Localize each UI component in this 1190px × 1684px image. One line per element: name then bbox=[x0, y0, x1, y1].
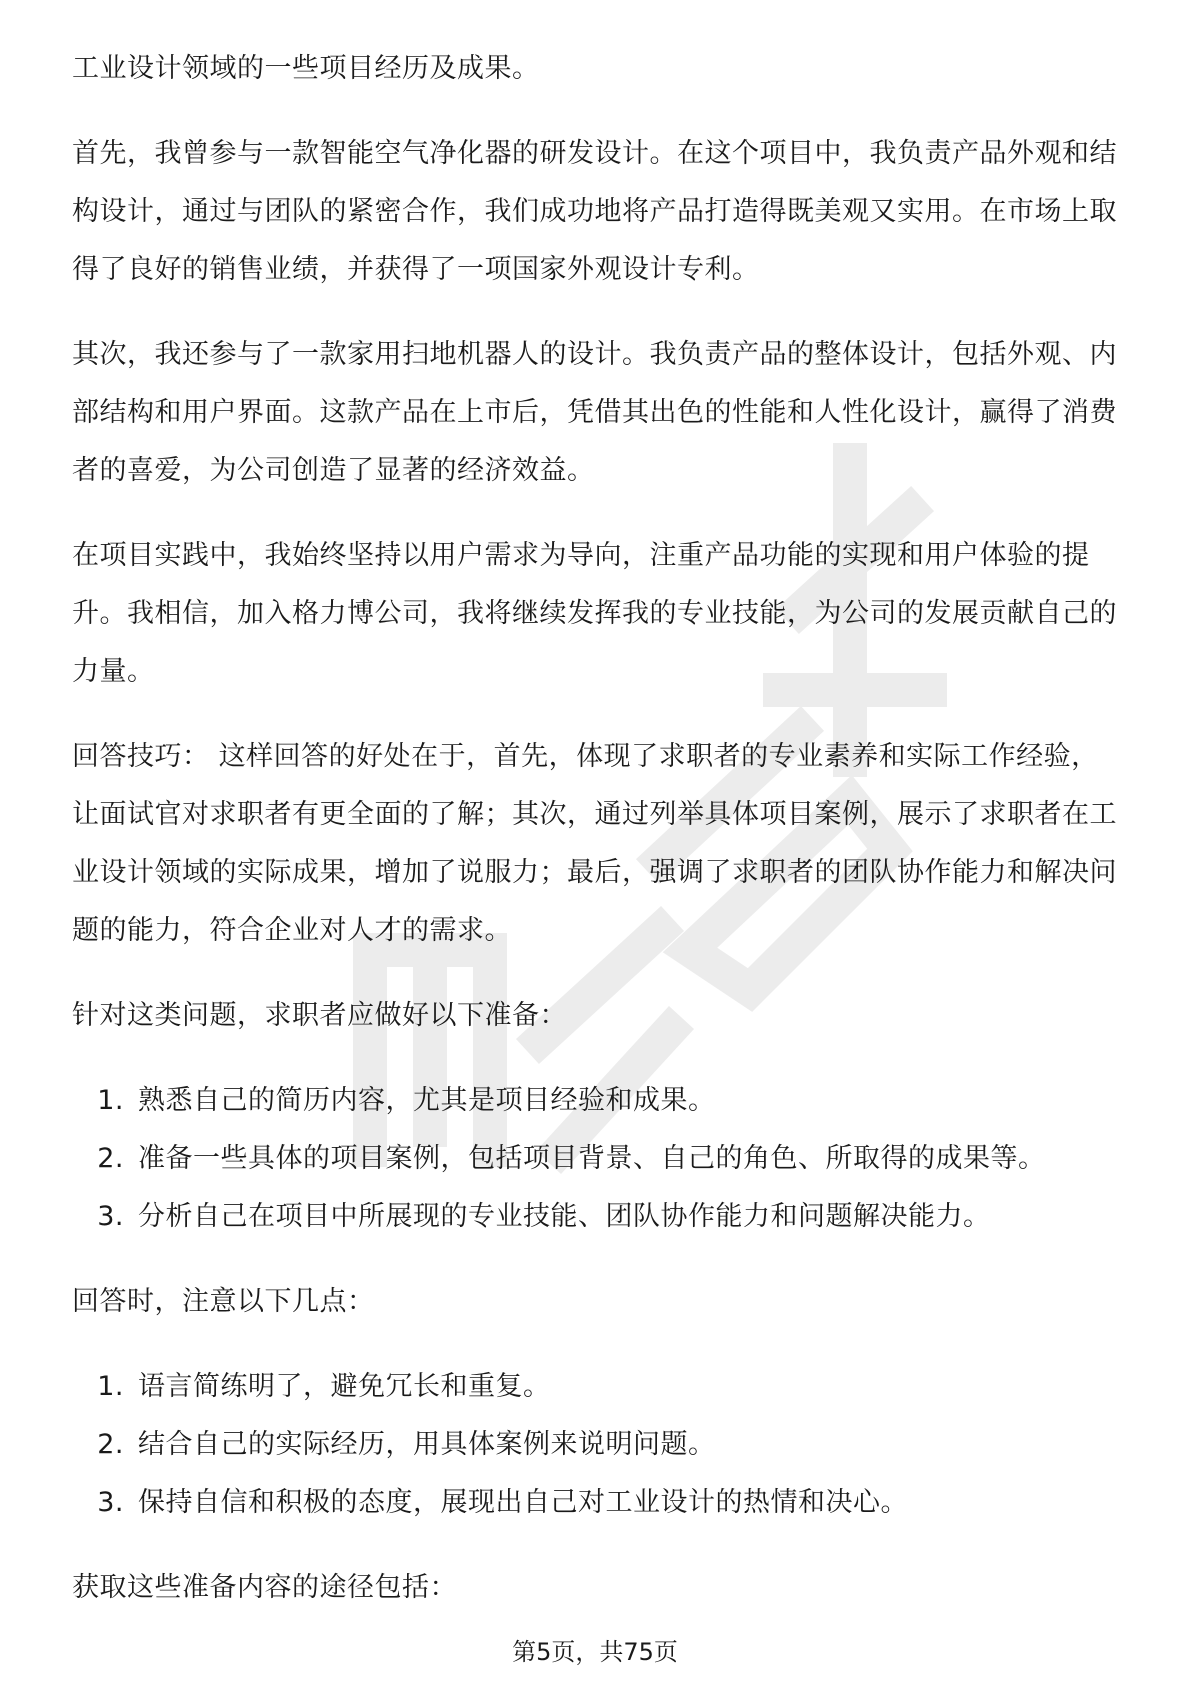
list-number: 1. bbox=[97, 1371, 124, 1402]
paragraph-robot-vacuum: 其次，我还参与了一款家用扫地机器人的设计。我负责产品的整体设计，包括外观、内部结构和用户界面。这款产品在上市后，凭借其出色的性能和人性化设计，赢得了消费者的喜爱，为公司创造了显著的经济效益。 bbox=[72, 339, 1117, 486]
list-number: 1. bbox=[97, 1085, 124, 1116]
notes-list bbox=[72, 1358, 1120, 1532]
prep-list bbox=[72, 1072, 1120, 1246]
list-number: 2. bbox=[97, 1143, 124, 1174]
list-number: 3. bbox=[97, 1487, 124, 1518]
list-text: 熟悉自己的简历内容，尤其是项目经验和成果。 bbox=[138, 1085, 716, 1116]
list-item bbox=[72, 1416, 1120, 1474]
paragraph-intro: 工业设计领域的一些项目经历及成果。 bbox=[72, 53, 540, 84]
list-number: 3. bbox=[97, 1201, 124, 1232]
paragraph-air-purifier: 首先，我曾参与一款智能空气净化器的研发设计。在这个项目中，我负责产品外观和结构设计，通过与团队的紧密合作，我们成功地将产品打造得既美观又实用。在市场上取得了良好的销售业绩，并获得了一项国家外观设计专利。 bbox=[72, 138, 1117, 285]
document-body bbox=[72, 40, 1120, 1644]
list-text: 语言简练明了，避免冗长和重复。 bbox=[138, 1371, 551, 1402]
list-item bbox=[72, 1358, 1120, 1416]
paragraph-prep-intro: 针对这类问题，求职者应做好以下准备： bbox=[72, 1000, 567, 1031]
paragraph-sources: 获取这些准备内容的途径包括： bbox=[72, 1572, 457, 1603]
list-text: 保持自信和积极的态度，展现出自己对工业设计的热情和决心。 bbox=[138, 1487, 908, 1518]
paragraph-practice: 在项目实践中，我始终坚持以用户需求为导向，注重产品功能的实现和用户体验的提升。我相信，加入格力博公司，我将继续发挥我的专业技能，为公司的发展贡献自己的力量。 bbox=[72, 540, 1117, 687]
list-text: 分析自己在项目中所展现的专业技能、团队协作能力和问题解决能力。 bbox=[138, 1201, 991, 1232]
list-item bbox=[72, 1130, 1120, 1188]
list-number: 2. bbox=[97, 1429, 124, 1460]
list-item bbox=[72, 1474, 1120, 1532]
page-number-footer: 第5页，共75页 bbox=[512, 1638, 678, 1666]
paragraph-answer-tips: 回答技巧： 这样回答的好处在于，首先，体现了求职者的专业素养和实际工作经验，让面试官对求职者有更全面的了解；其次，通过列举具体项目案例，展示了求职者在工业设计领域的实际成果，增加了说服力；最后，强调了求职者的团队协作能力和解决问题的能力，符合企业对人才的需求。 bbox=[72, 741, 1117, 946]
list-item bbox=[72, 1072, 1120, 1130]
list-item bbox=[72, 1188, 1120, 1246]
list-text: 结合自己的实际经历，用具体案例来说明问题。 bbox=[138, 1429, 716, 1460]
paragraph-answer-notes: 回答时，注意以下几点： bbox=[72, 1286, 375, 1317]
list-text: 准备一些具体的项目案例，包括项目背景、自己的角色、所取得的成果等。 bbox=[138, 1143, 1046, 1174]
